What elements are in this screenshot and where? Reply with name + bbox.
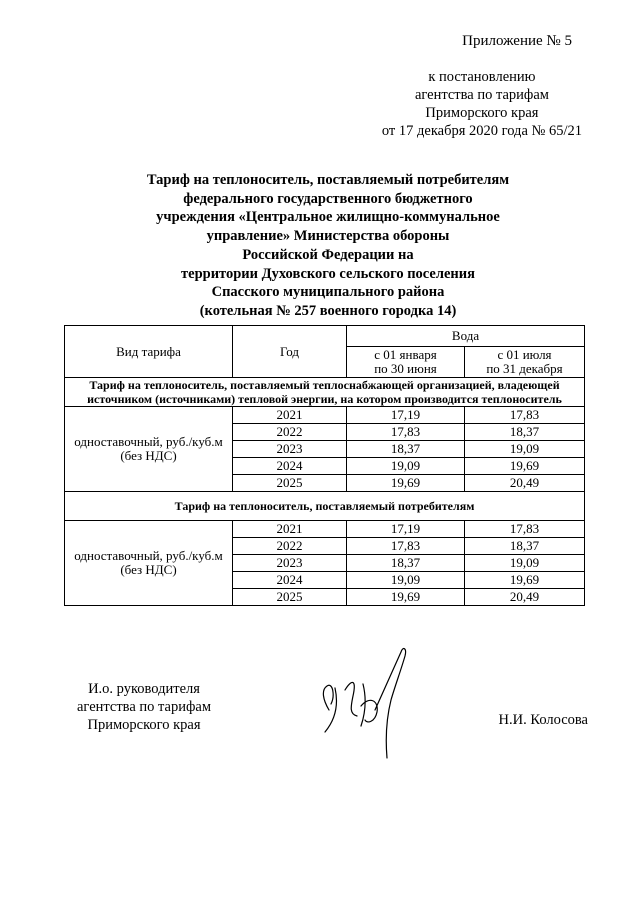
value-second-half: 19,69 (465, 458, 585, 475)
tariff-label-line: одноставочный, руб./куб.м (74, 548, 223, 563)
header-tariff-type: Вид тарифа (65, 326, 233, 378)
section-title: Тариф на теплоноситель, поставляемый теплоснабжающей организацией, владеющей источником (источниками) тепловой энергии, на котором производится теплоноситель (65, 378, 585, 407)
year-cell: 2024 (233, 572, 347, 589)
value-second-half: 19,09 (465, 555, 585, 572)
tariff-label-line: (без НДС) (120, 448, 177, 463)
title-line: Спасского муниципального района (211, 284, 445, 301)
position-line: агентства по тарифам (77, 699, 211, 715)
header-water: Вода (347, 326, 585, 347)
value-second-half: 17,83 (465, 521, 585, 538)
year-cell: 2024 (233, 458, 347, 475)
decree-line: от 17 декабря 2020 года № 65/21 (381, 123, 582, 139)
signature-stroke (323, 649, 405, 758)
value-first-half: 18,37 (347, 441, 465, 458)
title-line: (котельная № 257 военного городка 14) (199, 302, 457, 319)
value-second-half: 18,37 (465, 538, 585, 555)
period-line: по 30 июня (374, 361, 437, 376)
title-line: федерального государственного бюджетного (183, 190, 473, 207)
year-cell: 2025 (233, 589, 347, 606)
appendix-label: Приложение № 5 (462, 33, 572, 49)
value-first-half: 17,19 (347, 407, 465, 424)
year-cell: 2022 (233, 538, 347, 555)
title-line: учреждения «Центральное жилищно-коммунальное (156, 209, 500, 226)
value-second-half: 17,83 (465, 407, 585, 424)
year-cell: 2022 (233, 424, 347, 441)
tariff-label-line: одноставочный, руб./куб.м (74, 434, 223, 449)
period-line: с 01 июля (497, 347, 552, 362)
value-first-half: 17,83 (347, 424, 465, 441)
value-first-half: 19,09 (347, 458, 465, 475)
title-line: территории Духовского сельского поселения (181, 265, 475, 282)
handwritten-signature (305, 640, 420, 760)
header-period-second-half (465, 347, 585, 378)
value-first-half: 18,37 (347, 555, 465, 572)
title-line: Российской Федерации на (242, 246, 414, 263)
tariff-label-line: (без НДС) (120, 562, 177, 577)
value-first-half: 19,69 (347, 475, 465, 492)
tariff-type-cell (65, 407, 233, 492)
table-row (65, 407, 585, 424)
year-cell: 2025 (233, 475, 347, 492)
header-year: Год (233, 326, 347, 378)
value-first-half: 19,69 (347, 589, 465, 606)
value-second-half: 20,49 (465, 475, 585, 492)
period-line: по 31 декабря (486, 361, 563, 376)
decree-line: к постановлению (428, 69, 536, 85)
signatory-name: Н.И. Колосова (498, 712, 588, 728)
year-cell: 2023 (233, 555, 347, 572)
title-line: Тариф на теплоноситель, поставляемый потребителям (146, 172, 510, 188)
table-row (65, 521, 585, 538)
value-first-half: 17,19 (347, 521, 465, 538)
year-cell: 2021 (233, 407, 347, 424)
tariff-table (64, 325, 585, 606)
title-line: управление» Министерства обороны (206, 228, 450, 245)
position-line: Приморского края (87, 717, 201, 733)
decree-reference (382, 68, 582, 140)
value-second-half: 19,69 (465, 572, 585, 589)
value-second-half: 20,49 (465, 589, 585, 606)
value-second-half: 18,37 (465, 424, 585, 441)
year-cell: 2023 (233, 441, 347, 458)
document-title (118, 171, 538, 321)
signatory-position (64, 680, 224, 734)
tariff-type-cell (65, 521, 233, 606)
year-cell: 2021 (233, 521, 347, 538)
value-first-half: 17,83 (347, 538, 465, 555)
value-second-half: 19,09 (465, 441, 585, 458)
header-period-first-half (347, 347, 465, 378)
value-first-half: 19,09 (347, 572, 465, 589)
position-line: И.о. руководителя (88, 681, 200, 697)
decree-line: Приморского края (425, 105, 539, 121)
period-line: с 01 января (374, 347, 437, 362)
decree-line: агентства по тарифам (414, 87, 549, 103)
section-title: Тариф на теплоноситель, поставляемый потребителям (65, 492, 585, 521)
